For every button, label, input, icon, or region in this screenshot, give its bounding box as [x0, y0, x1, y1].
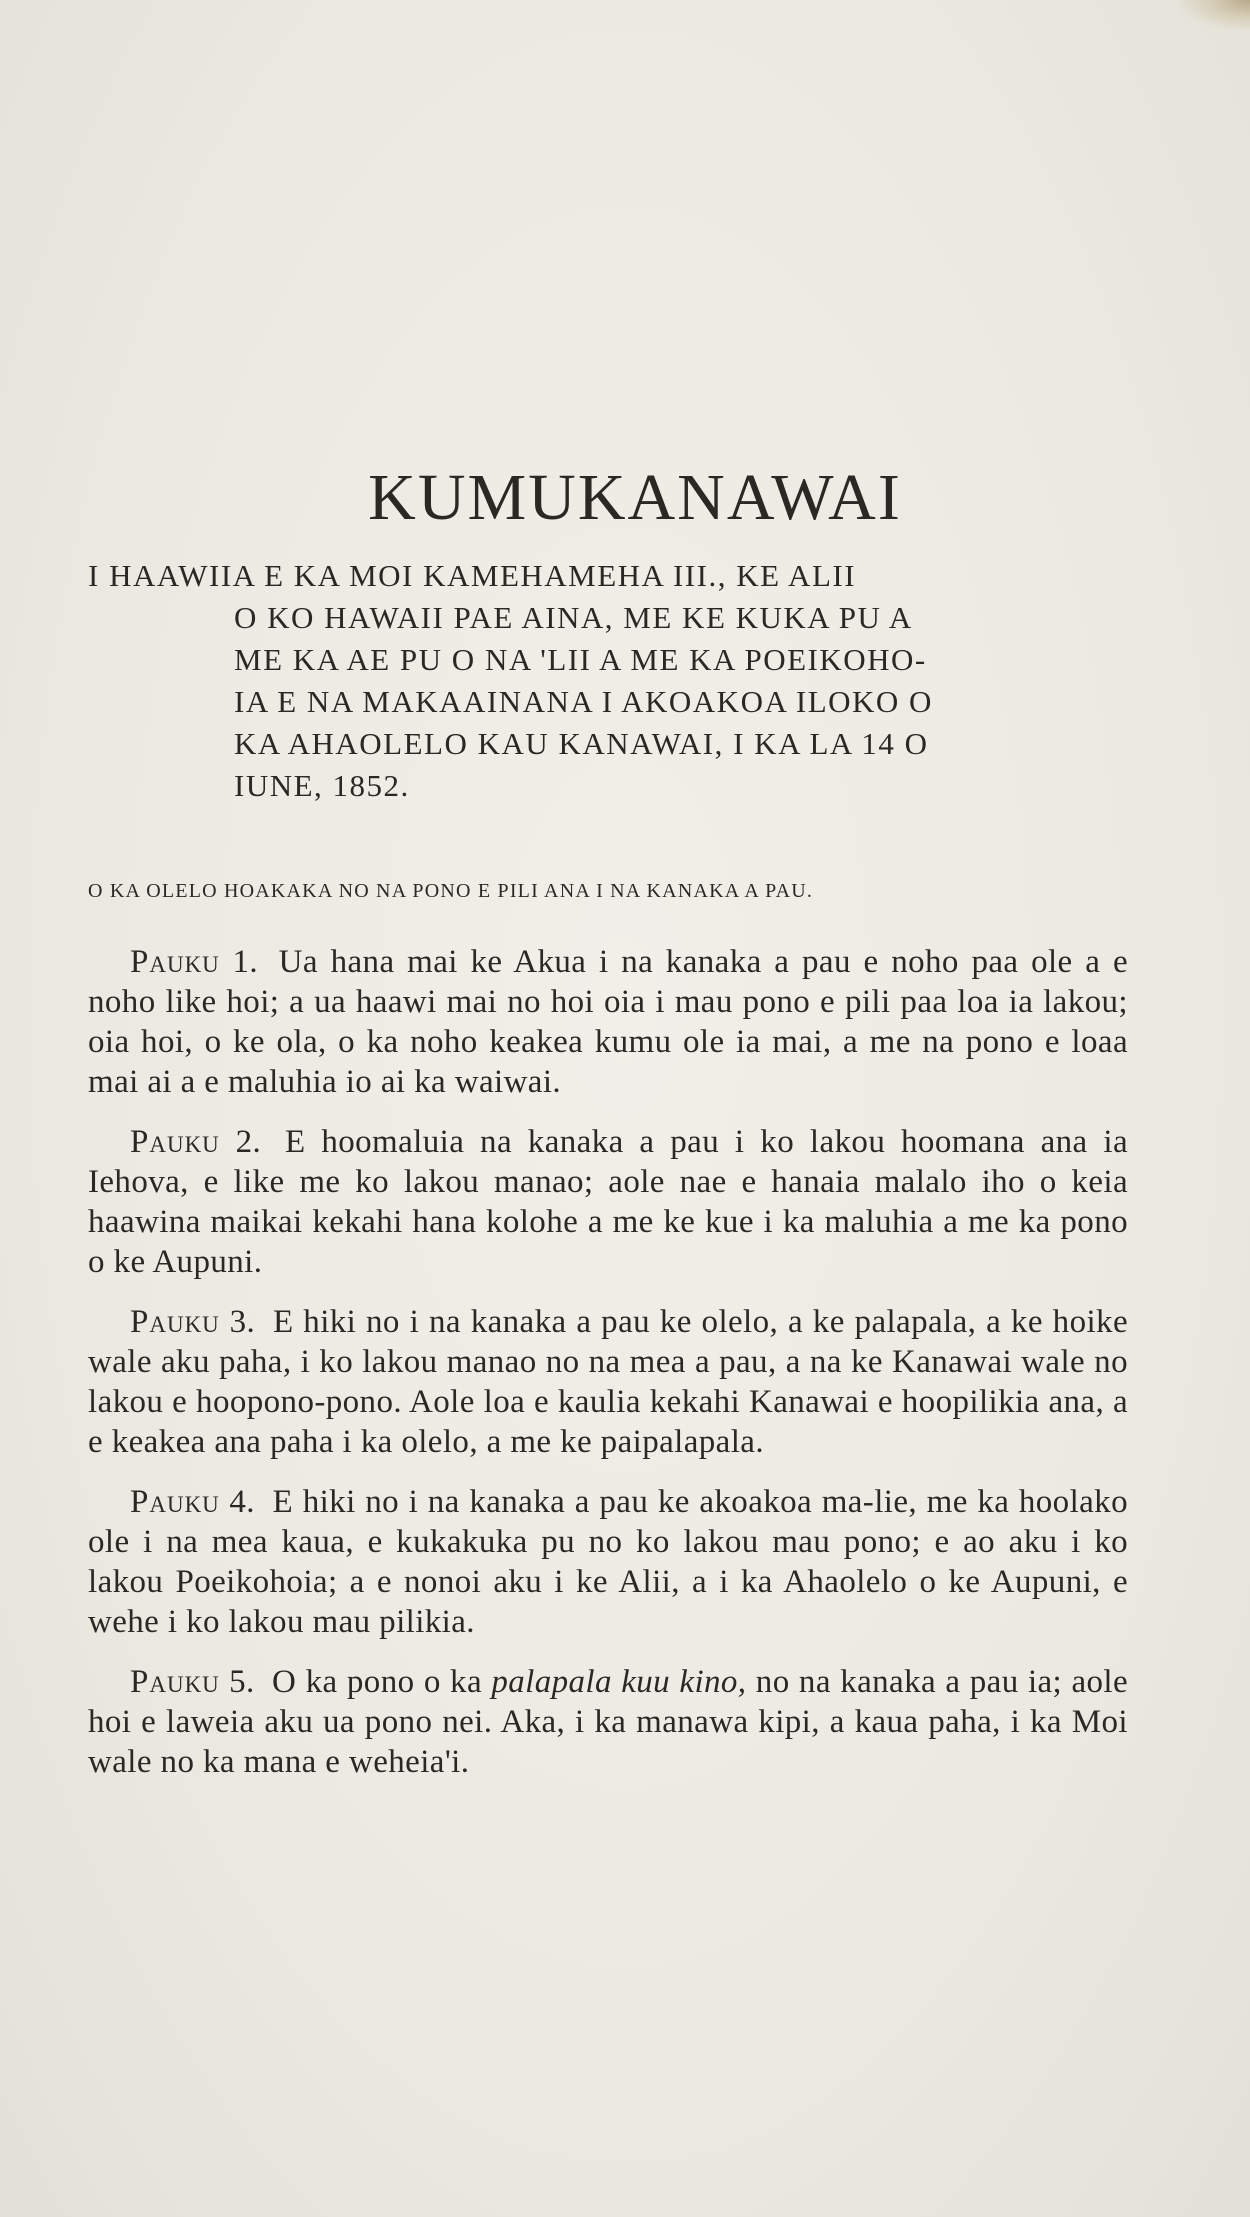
article-label: Pauku — [130, 1484, 220, 1520]
subtitle-line-3: ME KA AE PU O NA 'LII A ME KA POEIKOHO- — [234, 642, 927, 677]
subtitle-line-5: KA AHAOLELO KAU KANAWAI, I KA LA 14 O — [234, 726, 929, 761]
article-text-before: O ka pono o ka — [272, 1664, 492, 1700]
article-2 — [88, 1122, 1128, 1282]
subtitle-line-4: IA E NA MAKAAINANA I AKOAKOA ILOKO O — [234, 684, 933, 719]
article-4 — [88, 1482, 1128, 1642]
article-5 — [88, 1662, 1128, 1782]
article-1 — [88, 942, 1128, 1102]
article-text-italic: palapala kuu kino, — [491, 1664, 747, 1700]
article-text: E hiki no i na kanaka a pau ke akoakoa ma-lie, me ka hoolako ole i na mea kaua, e kukakuka pu no ko lakou mau pono; e ao aku i ko lakou Poeikohoia; a e nonoi aku i ke Alii, a i ka Ahaolelo o ke Aupuni, e wehe i ko lakou mau pilikia. — [88, 1484, 1128, 1640]
article-3 — [88, 1302, 1128, 1462]
article-text: E hiki no i na kanaka a pau ke olelo, a ke palapala, a ke hoike wale aku paha, i ko lakou manao no na mea a pau, a na ke Kanawai wale no lakou e hoopono-pono. Aole loa e kaulia kekahi Kanawai e hoopilikia ana, a e keakea ana paha i ka olelo, a me ke paipalapala. — [88, 1304, 1128, 1460]
article-label: Pauku — [130, 944, 220, 980]
article-number: 4. — [229, 1484, 255, 1520]
article-text-after: no na kanaka a pau ia; aole hoi e laweia aku ua pono nei. Aka, i ka manawa kipi, a kaua paha, i ka Moi wale no ka mana e weheia'i. — [88, 1664, 1129, 1780]
article-number: 5. — [229, 1664, 255, 1700]
document-subtitle — [88, 555, 1148, 807]
article-number: 1. — [232, 944, 259, 980]
subtitle-line-6: IUNE, 1852. — [234, 768, 410, 803]
section-heading: O KA OLELO HOAKAKA NO NA PONO E PILI ANA I NA KANAKA A PAU. — [88, 880, 814, 902]
subtitle-line-2: O KO HAWAII PAE AINA, ME KE KUKA PU A — [234, 600, 913, 635]
document-title: KUMUKANAWAI — [368, 461, 902, 534]
page-corner-stain — [1180, 0, 1250, 30]
article-label: Pauku — [130, 1304, 220, 1340]
subtitle-line-1: I HAAWIIA E KA MOI KAMEHAMEHA III., KE ALII — [88, 558, 857, 593]
article-number: 2. — [235, 1124, 262, 1160]
article-label: Pauku — [130, 1664, 220, 1700]
articles-list — [88, 942, 1128, 1802]
article-text: Ua hana mai ke Akua i na kanaka a pau e noho paa ole a e noho like hoi; a ua haawi mai no hoi oia i mau pono e pili paa loa ia lakou; oia hoi, o ke ola, o ka noho keakea kumu ole ia mai, a me na pono e loaa mai ai a e maluhia io ai ka waiwai. — [88, 944, 1128, 1100]
article-text: E hoomaluia na kanaka a pau i ko lakou hoomana ana ia Iehova, e like me ko lakou manao; aole nae e hanaia malalo iho o keia haawina maikai kekahi hana kolohe a me ke kue i ka maluhia a me ka pono o ke Aupuni. — [88, 1124, 1128, 1280]
article-number: 3. — [229, 1304, 256, 1340]
article-label: Pauku — [130, 1124, 220, 1160]
